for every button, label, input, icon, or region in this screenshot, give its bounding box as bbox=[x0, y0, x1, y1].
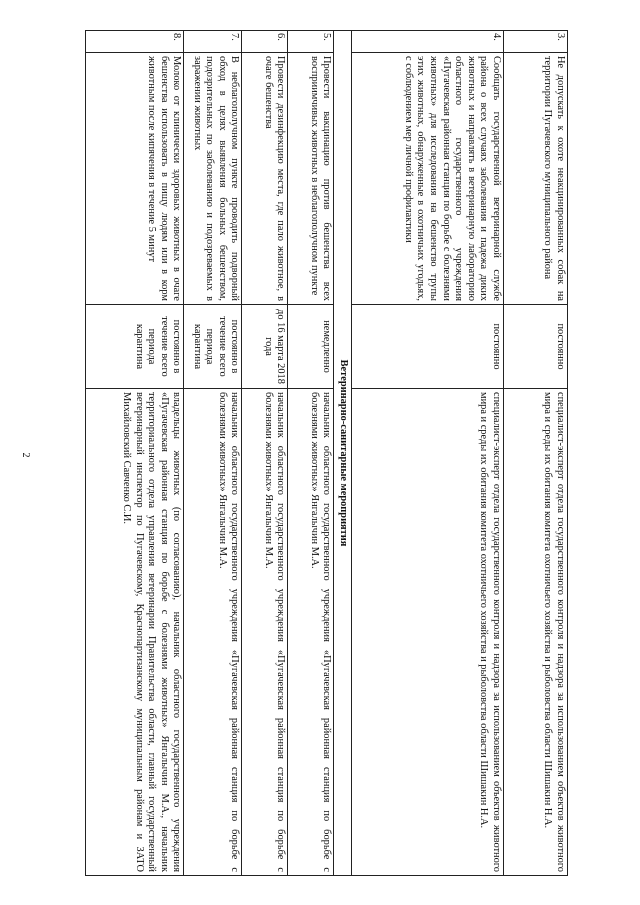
row-action: Провести дезинфекцию места, где пало животное, в очаге бешенства bbox=[241, 52, 287, 304]
row-responsible: начальник областного государственного учреждения «Пугачевская районная станция по борьбе с болезнями животных» Янгалычин М.А. bbox=[241, 388, 287, 875]
measures-table bbox=[85, 30, 568, 876]
row-term: постоянно в течение всего периода карантина bbox=[85, 304, 183, 388]
row-term: постоянно bbox=[351, 304, 503, 388]
table-row bbox=[241, 30, 287, 875]
row-action: Молоко от клинически здоровых животных в очаге бешенства использовать в пищу людям или в корм животным после кипячения в течение 5 минут bbox=[85, 52, 183, 304]
section-row bbox=[333, 30, 351, 875]
table-row bbox=[503, 30, 567, 875]
document-sheet bbox=[73, 30, 568, 875]
table-row bbox=[351, 30, 503, 875]
row-term: до 16 марта 2018 года bbox=[241, 304, 287, 388]
row-responsible: владельцы животных (по согласованию), начальник областного государственного учреждения «Пугачевская районная станция по борьбе с болезнями животных» Янгалычин М.А., начальник территориального отдела управления ветеринарии Правительства области, главный государственный ветеринарный инспектор по Пугачевскому, Краснопартизанскому муниципальным районам и ЗАТО Михайловский Савченко С.И. bbox=[85, 388, 183, 875]
row-action: Не допускать к охоте неакцинированных собак на территории Пугачевского муниципального района bbox=[503, 52, 567, 304]
row-action: В неблагополучном пункте проводить подворный обход в целях выявления больных бешенством, подозрительных по заболеванию и подозреваемых в заражении животных bbox=[183, 52, 241, 304]
section-title: Ветеринарно-санитарные мероприятия bbox=[333, 30, 351, 875]
row-responsible: специалист-эксперт отдела государственного контроля и надзора за использованием объектов животного мира и среды их обитания комитета охотничьего хозяйства и рыболовства области Шишакин Н.А. bbox=[503, 388, 567, 875]
row-action: Сообщать государственной ветеринарной службе района о всех случаях заболевания и падежа диких животных и направлять в ветеринарную лабораторию областного государственного учреждения «Пугачевская районная станция по борьбе с болезнями животных» для исследования на бешенство трупы этих животных, обнаруженные в охотничьих угодьях, с соблюдением мер личной профилактики bbox=[351, 52, 503, 304]
row-responsible: начальник областного государственного учреждения «Пугачевская районная станция по борьбе с болезнями животных» Янгалычин М.А. bbox=[287, 388, 333, 875]
row-term: немедленно bbox=[287, 304, 333, 388]
table-row bbox=[85, 30, 183, 875]
table-row bbox=[183, 30, 241, 875]
row-term: постоянно bbox=[503, 304, 567, 388]
row-term: постоянно в течение всего периода карантина bbox=[183, 304, 241, 388]
row-number: 6. bbox=[241, 30, 287, 52]
row-responsible: специалист-эксперт отдела государственного контроля и надзора за использованием объектов животного мира и среды их обитания комитета охотничьего хозяйства и рыболовства области Шишакин Н.А. bbox=[351, 388, 503, 875]
row-number: 4. bbox=[351, 30, 503, 52]
page-number: 2 bbox=[20, 452, 31, 458]
table-row bbox=[287, 30, 333, 875]
row-number: 5. bbox=[287, 30, 333, 52]
row-responsible: начальник областного государственного учреждения «Пугачевская районная станция по борьбе с болезнями животных» Янгалычин М.А. bbox=[183, 388, 241, 875]
row-action: Провести вакцинацию против бешенства всех восприимчивых животных в неблагополучном пункте bbox=[287, 52, 333, 304]
row-number: 3. bbox=[503, 30, 567, 52]
row-number: 7. bbox=[183, 30, 241, 52]
row-number: 8. bbox=[85, 30, 183, 52]
